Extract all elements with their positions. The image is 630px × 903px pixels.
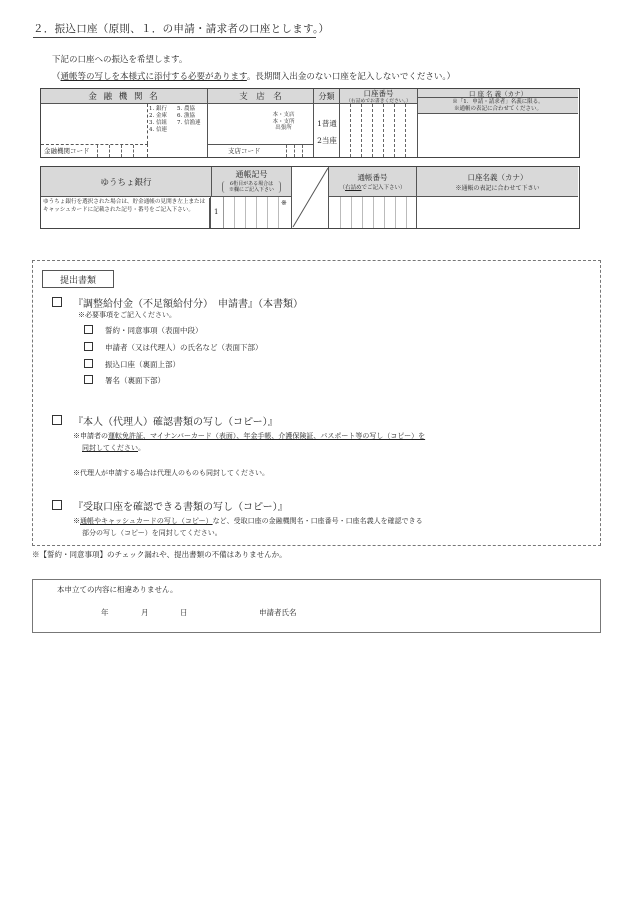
option-shinkumi: 3. 信組: [149, 120, 167, 126]
option-gyokyo: 6. 漁協: [177, 113, 195, 119]
account-number-input[interactable]: [340, 104, 418, 157]
applicant-name-input[interactable]: [308, 600, 588, 618]
symbol-note-2: ※欄にご記入下さい: [228, 187, 274, 193]
checkbox-pledge-consent[interactable]: [84, 325, 93, 334]
paren-open: （: [52, 72, 61, 82]
branch-type-options[interactable]: [256, 112, 311, 132]
yucho-bank-table: [40, 166, 580, 229]
header-yucho-account-name-label: 口座名義（カナ）: [467, 173, 528, 182]
right-align-note: 右詰め: [344, 185, 362, 191]
subitem-transfer-account: 振込口座（裏面上部）: [105, 360, 180, 369]
option-shinren: 4. 信連: [149, 127, 167, 133]
yucho-account-name-input[interactable]: [417, 197, 578, 228]
header-account-number: [340, 89, 418, 104]
enclose-note: 同封してください: [82, 444, 138, 452]
month-input[interactable]: [113, 602, 139, 616]
year-label: 年: [101, 608, 109, 617]
checkbox-account-proof[interactable]: [52, 500, 62, 510]
header-account-number-label: 口座番号: [363, 88, 394, 98]
header-branch: 支 店 名: [208, 89, 314, 104]
header-yucho: ゆうちょ銀行: [41, 167, 212, 197]
option-shingyoren: 7. 信漁連: [177, 120, 201, 126]
header-passbook-symbol: [212, 167, 292, 197]
item-id-copy-proxy-note: ※代理人が申請する場合は代理人のものも同封してください。: [73, 469, 269, 477]
option-sub-office: 出張所: [275, 125, 292, 132]
item-account-proof-note: [73, 516, 423, 526]
branch-name-input[interactable]: [208, 104, 256, 144]
day-label: 日: [180, 608, 188, 617]
item-account-proof-title: 『受取口座を確認できる書類の写し（コピー）』: [73, 502, 288, 513]
note-prefix: ※申請者の: [73, 432, 108, 440]
blank-diagonal-cell: [292, 167, 329, 228]
header-account-name: 口 座 名 義（カナ）: [418, 89, 578, 98]
period: 。: [138, 444, 145, 452]
item-id-copy-note-line2: [82, 443, 145, 453]
option-shinkin: 2. 金庫: [149, 113, 167, 119]
item-application-form-title: 『調整給付金（不足額給付分） 申請書』（本書類）: [73, 299, 303, 310]
option-head-branch: 本・支店: [272, 112, 295, 118]
header-yucho-account-name: [417, 167, 578, 197]
checkbox-application-form[interactable]: [52, 297, 62, 307]
checklist-reminder: ※【誓約・同意事項】のチェック漏れや、提出書類の不備はありませんか。: [32, 550, 287, 559]
section-title: ２．振込口座（原則、１．の申請・請求者の口座とします。）: [33, 21, 316, 38]
sixth-digit-mark: ※: [281, 199, 287, 207]
institution-code-label: 金融機関コード: [44, 147, 90, 155]
account-type-options[interactable]: [314, 104, 340, 157]
checkbox-applicant-name[interactable]: [84, 342, 93, 351]
symbol-note-1: 6桁目がある場合は: [229, 181, 274, 187]
item-account-proof-note-line2: 部分の写し（コピー）を同封してください。: [82, 529, 222, 537]
intro-notice: [52, 70, 455, 82]
documents-label: 提出書類: [42, 270, 114, 288]
option-ordinary: 1普通: [317, 119, 337, 128]
option-current: 2当座: [317, 136, 337, 145]
year-input[interactable]: [73, 602, 97, 616]
header-account-number-note: （右詰めでお書きください。）: [346, 98, 411, 104]
option-bank: 1. 銀行: [149, 106, 167, 112]
checkbox-transfer-account[interactable]: [84, 359, 93, 368]
branch-code-input[interactable]: [286, 144, 314, 157]
institution-code-input[interactable]: [97, 144, 148, 157]
header-passbook-number: 通帳番号 （右詰めでご記入下さい）: [329, 167, 417, 197]
subitem-applicant-name: 申請者（又は代理人）の氏名など（表面下部）: [105, 343, 263, 352]
bank-account-table: [40, 88, 580, 158]
institution-type-options[interactable]: [149, 106, 207, 140]
month-label: 月: [141, 608, 149, 617]
number-note: でご記入下さい: [361, 185, 401, 191]
attachment-required-note: 通帳等の写しを本様式に添付する必要があります: [60, 72, 247, 82]
intro-text: 下記の口座への振込を希望します。: [52, 55, 188, 65]
checkbox-id-copy[interactable]: [52, 415, 62, 425]
account-name-note-2: ※通帳の表記に合わせてください。: [453, 105, 542, 112]
header-institution: 金 融 機 関 名: [41, 89, 208, 104]
account-name-note-1: ※「1．申請・請求者」名義に限る。: [452, 99, 544, 105]
option-head-sub: 本・支所: [272, 118, 295, 125]
yucho-instructions: ゆうちょ銀行を選択された場合は、貯金通帳の見開き左上またはキャッシュカードに記載された記号・番号をご記入下さい。: [43, 198, 210, 228]
option-nokyo: 5. 農協: [177, 106, 195, 112]
header-passbook-number-label: 通帳番号: [357, 173, 388, 182]
passbook-symbol-input[interactable]: [212, 197, 292, 228]
passbook-copy-note: 通帳やキャッシュカードの写し（コピー）: [80, 517, 213, 525]
notice-rest: 。長期間入出金のない口座を記入しないでください。）: [246, 72, 456, 82]
declaration-box: [32, 579, 601, 633]
item-application-form-note: ※必要事項をご記入ください。: [78, 311, 176, 319]
account-name-input[interactable]: [418, 114, 578, 157]
account-name-notes: [418, 98, 578, 114]
diagonal-line-icon: [292, 167, 329, 228]
header-type: 分類: [314, 89, 340, 104]
item-id-copy-note: [73, 431, 425, 441]
applicant-name-label: 申請者氏名: [259, 608, 297, 617]
note-rest: など、受取口座の金融機関名・口座番号・口座名義人を確認できる: [212, 517, 423, 525]
subitem-pledge-consent: 誓約・同意事項（表面中段）: [105, 326, 203, 335]
item-id-copy-title: 『本人（代理人）確認書類の写し（コピー）』: [73, 417, 278, 428]
institution-name-input[interactable]: [41, 104, 148, 144]
note-prefix: ※: [73, 517, 80, 525]
subitem-signature: 署名（裏面下部）: [105, 376, 165, 385]
checkbox-signature[interactable]: [84, 375, 93, 384]
declaration-statement: 本申立ての内容に相違ありません。: [57, 585, 178, 594]
symbol-prefix: 1: [214, 208, 219, 216]
passbook-number-input[interactable]: [329, 197, 417, 228]
yucho-name-note: ※通帳の表記に合わせて下さい: [455, 185, 540, 192]
day-input[interactable]: [153, 602, 179, 616]
id-documents-list: 運転免許証、マイナンバーカード（表面）、年金手帳、介護保険証、パスポート等の写し（コピー）を: [108, 432, 426, 440]
branch-code-label: 支店コード: [228, 147, 261, 155]
header-passbook-symbol-label: 通帳記号: [235, 170, 268, 179]
